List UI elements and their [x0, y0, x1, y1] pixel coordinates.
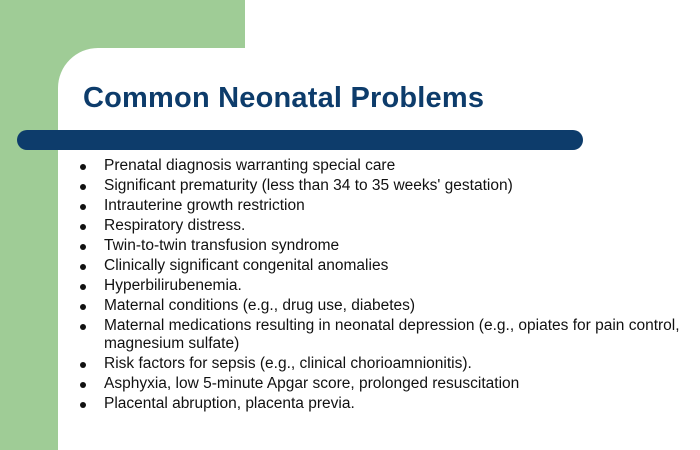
bullet-text: Clinically significant congenital anomalies: [104, 257, 389, 274]
bullet-dot-icon: [80, 224, 86, 230]
bullet-dot-icon: [80, 184, 86, 190]
list-item: [80, 355, 692, 373]
list-item: [80, 197, 692, 215]
bullet-dot-icon: [80, 402, 86, 408]
list-item: [80, 237, 692, 255]
bullet-dot-icon: [80, 304, 86, 310]
bullet-text: Risk factors for sepsis (e.g., clinical chorioamnionitis).: [104, 355, 472, 372]
bullet-text: Maternal medications resulting in neonatal depression (e.g., opiates for pain control, magnesium sulfate): [104, 317, 680, 352]
bullet-text: Significant prematurity (less than 34 to 35 weeks' gestation): [104, 177, 513, 194]
bullet-dot-icon: [80, 362, 86, 368]
list-item: [80, 157, 692, 175]
bullet-dot-icon: [80, 164, 86, 170]
bullet-text: Twin-to-twin transfusion syndrome: [104, 237, 340, 254]
title-underline-bar: [17, 130, 583, 150]
bullet-dot-icon: [80, 244, 86, 250]
bullet-text: Maternal conditions (e.g., drug use, diabetes): [104, 297, 416, 314]
list-item: [80, 177, 692, 195]
slide-title: Common Neonatal Problems: [83, 82, 485, 114]
bullet-text: Prenatal diagnosis warranting special care: [104, 157, 396, 174]
bullet-dot-icon: [80, 382, 86, 388]
bullet-list: [80, 155, 692, 413]
bullet-text: Placental abruption, placenta previa.: [104, 395, 355, 412]
list-item: [80, 217, 692, 235]
bullet-text: Respiratory distress.: [104, 217, 246, 234]
list-item: [80, 317, 692, 353]
list-item: [80, 395, 692, 413]
bullet-text: Asphyxia, low 5-minute Apgar score, prolonged resuscitation: [104, 375, 520, 392]
list-item: [80, 277, 692, 295]
bullet-dot-icon: [80, 264, 86, 270]
bullet-text: Hyperbilirubenemia.: [104, 277, 242, 294]
list-item: [80, 297, 692, 315]
bullet-dot-icon: [80, 324, 86, 330]
bullet-dot-icon: [80, 284, 86, 290]
list-item: [80, 375, 692, 393]
bullet-text: Intrauterine growth restriction: [104, 197, 305, 214]
bullet-dot-icon: [80, 204, 86, 210]
list-item: [80, 257, 692, 275]
